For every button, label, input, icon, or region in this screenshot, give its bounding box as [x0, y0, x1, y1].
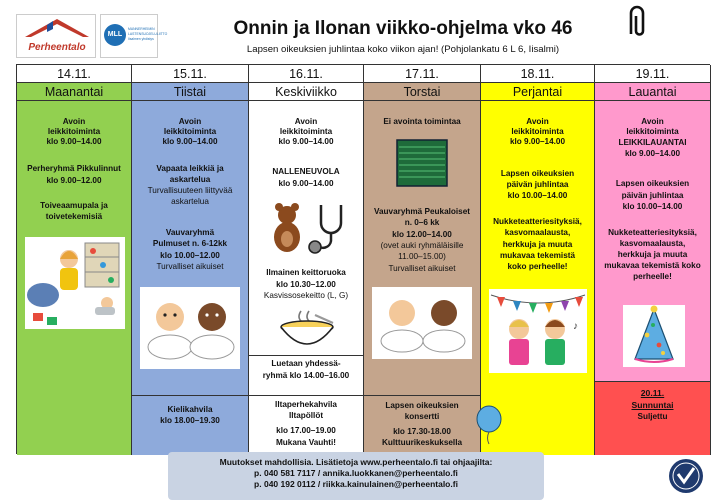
perheentalo-logo-text: Perheentalo	[28, 42, 86, 53]
party-hat-picture	[623, 305, 685, 367]
text: Lapsen oikeuksien	[385, 401, 459, 410]
text: Iltapöllöt	[288, 411, 324, 420]
text: Toiveaamupala ja	[40, 201, 108, 210]
day-saturday	[595, 65, 711, 455]
text: klo 10.00–14.00	[622, 202, 683, 211]
text: askartelua	[169, 175, 211, 184]
text: Ilmainen keittoruoka	[266, 268, 346, 277]
text: klo 9.00–14.00	[278, 137, 334, 146]
text: Avoin	[526, 117, 549, 126]
text: kasvomaalausta,	[504, 228, 571, 237]
text: mukavaa tekemistä koko	[604, 261, 701, 270]
week-grid	[16, 64, 710, 454]
teddy-stethoscope-picture	[269, 201, 347, 257]
text: kasvomaalausta,	[619, 239, 686, 248]
date-tuesday: 15.11.	[132, 65, 248, 83]
text: päivän juhlintaa	[506, 180, 569, 189]
text: klo 9.00–12.00	[46, 176, 102, 185]
text: NALLENEUVOLA	[272, 167, 340, 176]
dayname-tuesday: Tiistai	[132, 83, 248, 101]
babies-picture	[372, 287, 472, 359]
soup-bowl-picture	[277, 309, 337, 349]
footer-line3: p. 040 192 0112 / riikka.kainulainen@perheentalo.fi	[254, 479, 458, 489]
text: klo 18.00–19.30	[160, 416, 220, 425]
text: Vapaata leikkiä ja	[156, 164, 224, 173]
text: Kasvissosekeitto (L, G)	[263, 291, 349, 300]
divider	[249, 395, 363, 396]
text: n. 0–6 kk	[404, 218, 440, 227]
page-title: Onnin ja Ilonan viikko-ohjelma vko 46	[233, 18, 573, 39]
text: koko perheelle!	[507, 262, 568, 271]
text: klo 9.00–14.00	[624, 149, 681, 158]
text: Avoin	[178, 117, 202, 126]
divider	[249, 355, 363, 356]
text: klo 9.00–14.00	[46, 137, 102, 146]
text: klo 10.00–14.00	[507, 191, 568, 200]
text: ryhmä klo 14.00–16.00	[262, 371, 350, 380]
day-thursday	[364, 65, 481, 455]
page-subtitle: Lapsen oikeuksien juhlintaa koko viikon ajan! (Pohjolankatu 6 L 6, Iisalmi)	[246, 44, 560, 55]
divider	[132, 395, 248, 396]
footer-line1: Muutokset mahdollisia. Lisätietoja www.perheentalo.fi tai ohjaajilta:	[219, 457, 493, 467]
date-saturday: 19.11.	[595, 65, 710, 83]
text: Pulmuset n. 6-12kk	[152, 239, 228, 248]
contact-footer	[168, 452, 544, 500]
text: klo 10.30–12.00	[276, 280, 336, 289]
sunday-status: Suljettu	[637, 412, 668, 421]
text: mukavaa tekemistä	[499, 251, 576, 260]
text: herkkuja ja muuta	[502, 240, 573, 249]
mll-logo-line2: LASTENSUOJELULIITTO	[128, 32, 168, 36]
date-monday: 14.11.	[17, 65, 131, 83]
text: herkkuja ja muuta	[617, 250, 688, 259]
text: Nukketeatteriesityksiä,	[493, 217, 582, 226]
text: askartelua	[171, 197, 209, 206]
day-tuesday	[132, 65, 249, 455]
sunday-box	[595, 381, 710, 455]
text: päivän juhlintaa	[621, 191, 684, 200]
text: Lapsen oikeuksien	[615, 179, 690, 188]
text: Kielikahvila	[167, 405, 213, 414]
playroom-picture	[25, 237, 125, 329]
babies-picture	[140, 287, 240, 369]
sunday-date: 20.11.	[640, 388, 665, 398]
text: Turvallisuuteen liittyvää	[147, 186, 233, 195]
text: Vauvaryhmä	[165, 228, 215, 237]
footer-line2: p. 040 581 7117 / annika.luokkanen@perheentalo.fi	[254, 468, 458, 478]
dayname-saturday: Lauantai	[595, 83, 710, 101]
text: klo 10.00–12.00	[160, 251, 220, 260]
text: Mukana Vauhti!	[275, 438, 337, 447]
closed-shutter-picture	[396, 139, 448, 187]
text: (ovet auki ryhmäläisille	[380, 241, 464, 250]
text: toivetekemisiä	[45, 212, 103, 221]
text: LEIKKILAUANTAI	[618, 138, 687, 147]
party-children-picture	[489, 289, 587, 373]
dayname-monday: Maanantai	[17, 83, 131, 101]
certificate-seal-icon	[668, 458, 704, 494]
day-friday	[481, 65, 595, 455]
text: klo 17.30-18.00	[393, 427, 451, 436]
dayname-friday: Perjantai	[481, 83, 594, 101]
text: klo 9.00–14.00	[162, 137, 218, 146]
text: perheelle!	[633, 272, 672, 281]
text: konsertti	[404, 412, 440, 421]
date-friday: 18.11.	[481, 65, 594, 83]
date-thursday: 17.11.	[364, 65, 480, 83]
text: leikkitoiminta	[626, 127, 679, 136]
divider	[364, 395, 480, 396]
perheentalo-logo	[16, 14, 96, 58]
text: leikkitoiminta	[279, 127, 333, 136]
text: 11.00–15.00)	[398, 252, 446, 261]
text: Lapsen oikeuksien	[500, 169, 575, 178]
sunday-name: Sunnuntai	[631, 400, 674, 410]
day-monday	[17, 65, 132, 455]
balloon-icon	[474, 405, 504, 445]
text: leikkitoiminta	[163, 127, 217, 136]
text: Iltaperhekahvila	[275, 400, 337, 409]
mll-logo-line1: MANNERHEIMIN	[128, 27, 155, 31]
text: leikkitoiminta	[47, 127, 101, 136]
text: Kulttuurikeskuksella	[381, 438, 463, 447]
paperclip-icon	[618, 4, 656, 42]
text: Perheryhmä Pikkulinnut	[27, 164, 121, 173]
text: Luetaan yhdessä-	[271, 359, 341, 368]
text: Vauvaryhmä Peukaloiset	[373, 207, 471, 216]
mll-logo-circle: MLL	[104, 24, 126, 46]
text: klo 9.00–14.00	[278, 179, 334, 188]
text: klo 17.00–19.00	[276, 426, 336, 435]
text: Nukketeatteriesityksiä,	[608, 228, 697, 237]
date-wednesday: 16.11.	[249, 65, 363, 83]
text: klo 9.00–14.00	[509, 137, 566, 146]
dayname-wednesday: Keskiviikko	[249, 83, 363, 101]
text: klo 12.00–14.00	[392, 230, 452, 239]
svg-text:♪: ♪	[573, 321, 578, 332]
text: Ei avointa toimintaa	[383, 117, 461, 126]
dayname-thursday: Torstai	[364, 83, 480, 101]
text: Avoin	[294, 117, 318, 126]
text: Turvalliset aikuiset	[156, 262, 224, 271]
mll-logo	[100, 14, 168, 58]
mll-logo-line3: Iisalmen yhdistys	[128, 37, 154, 41]
text: Avoin	[62, 117, 86, 126]
day-wednesday	[249, 65, 364, 455]
text: Turvalliset aikuiset	[388, 264, 456, 273]
text: leikkitoiminta	[511, 127, 564, 136]
text: Avoin	[641, 117, 664, 126]
